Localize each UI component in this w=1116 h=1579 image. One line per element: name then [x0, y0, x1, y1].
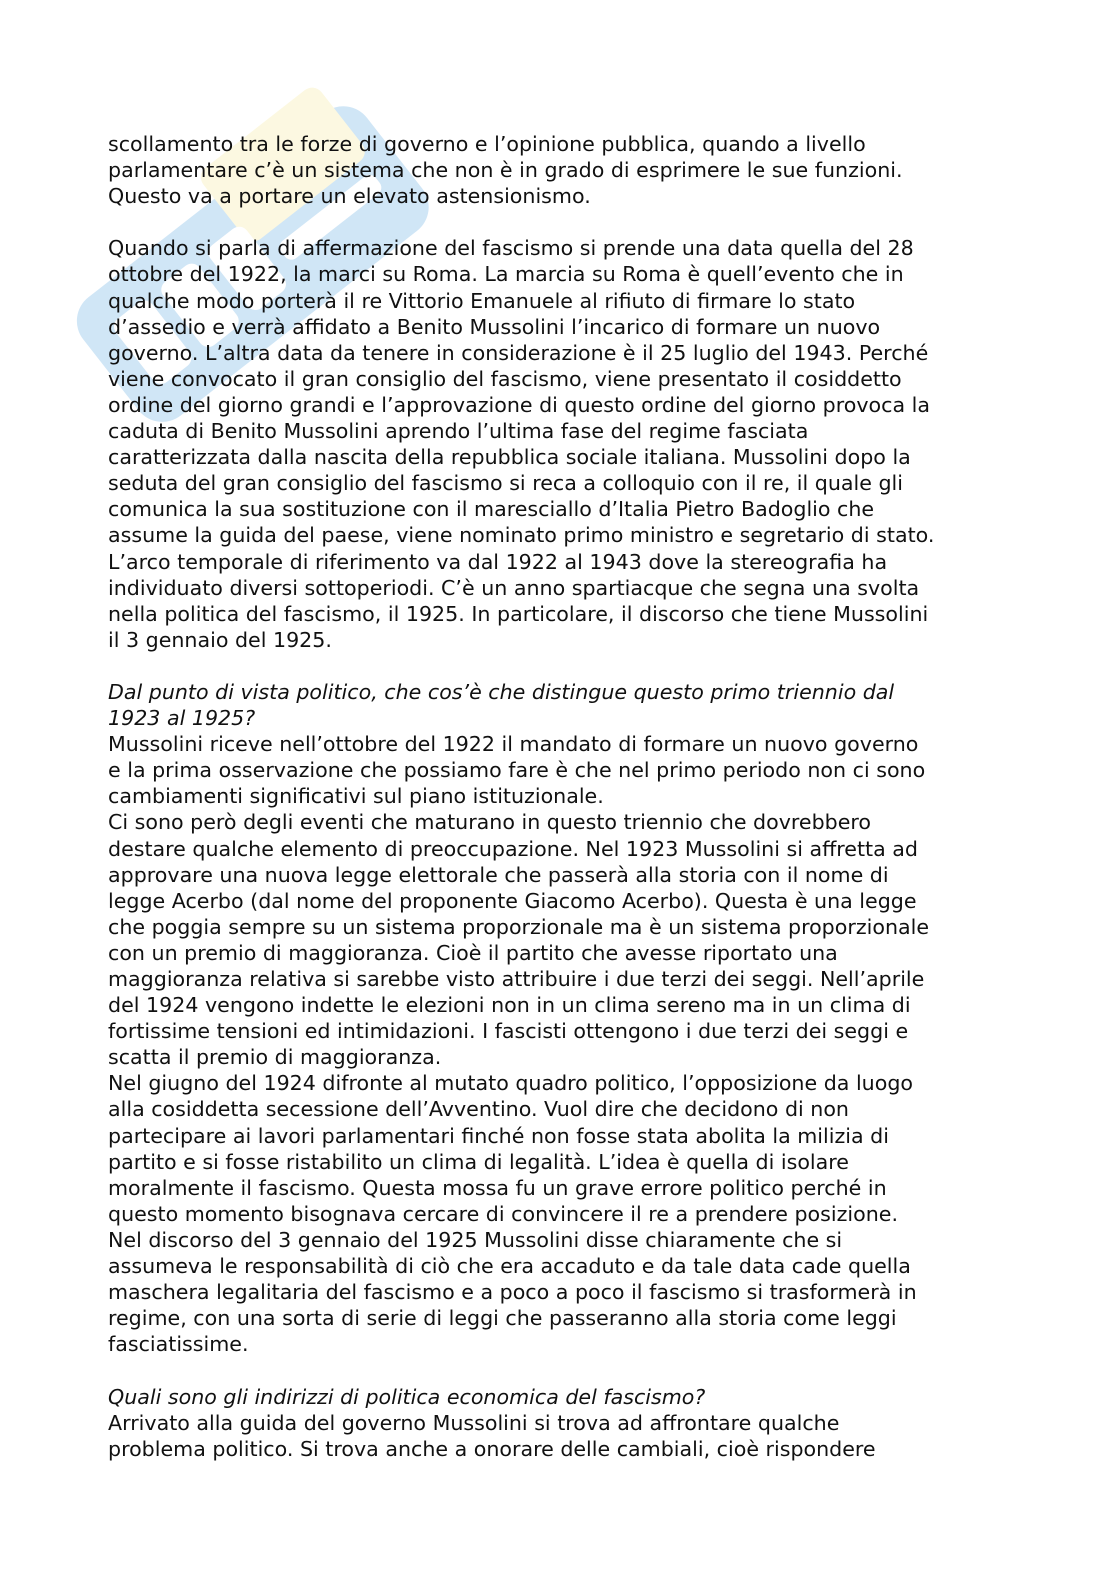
question-heading: Dal punto di vista politico, che cos’è che distingue questo primo triennio dal 1923 al 1925?: [108, 679, 895, 731]
paragraph: Quando si parla di affermazione del fascismo si prende una data quella del 28 ottobre del 1922, la marci su Roma. La marcia su Roma è quell’evento che in qualche modo porterà il re Vittorio Emanuele al rifiuto di firmare lo stato d’assedio e verrà affidato a Benito Mussolini l’incarico di formare un nuovo governo. L’altra data da tenere in considerazione è il 25 luglio del 1943. Perché viene convocato il gran consiglio del fascismo, viene presentato il cosiddetto ordine del giorno grandi e l’approvazione di questo ordine del giorno provoca la caduta di Benito Mussolini aprendo l’ultima fase del regime fasciata caratterizzata dalla nascita della repubblica sociale italiana. Mussolini dopo la seduta del gran consiglio del fascismo si reca a colloquio con il re, il quale gli comunica la sua sostituzione con il maresciallo d’Italia Pietro Badoglio che assume la guida del paese, viene nominato primo ministro e segretario di stato. L’arco temporale di riferimento va dal 1922 al 1943 dove la stereografia ha individuato diversi sottoperiodi. C’è un anno spartiacque che segna una svolta nella politica del fascismo, il 1925. In particolare, il discorso che tiene Mussolini il 3 gennaio del 1925.: [108, 236, 935, 652]
document-body: [108, 131, 1018, 1462]
paragraph: Ci sono però degli eventi che maturano in questo triennio che dovrebbero destare qualche elemento di preoccupazione. Nel 1923 Mussolini si affretta ad approvare una nuova legge elettorale che passerà alla storia con il nome di legge Acerbo (dal nome del proponente Giacomo Acerbo). Questa è una legge che poggia sempre su un sistema proporzionale ma è un sistema proporzionale con un premio di maggioranza. Cioè il partito che avesse riportato una maggioranza relativa si sarebbe visto attribuire i due terzi dei seggi. Nell’aprile del 1924 vengono indette le elezioni non in un clima sereno ma in un clima di fortissime tensioni ed intimidazioni. I fascisti ottengono i due terzi dei seggi e scatta il premio di maggioranza.: [108, 810, 930, 1070]
paragraph-gap: [108, 209, 1018, 235]
paragraph-gap: [108, 653, 1018, 679]
paragraph: Nel giugno del 1924 difronte al mutato quadro politico, l’opposizione da luogo alla cosiddetta secessione dell’Avventino. Vuol dire che decidono di non partecipare ai lavori parlamentari finché non fosse stata abolita la milizia di partito e si fosse ristabilito un clima di legalità. L’idea è quella di isolare moralmente il fascismo. Questa mossa fu un grave errore politico perché in questo momento bisognava cercare di convincere il re a prendere posizione. Nel discorso del 3 gennaio del 1925 Mussolini disse chiaramente che si assumeva le responsabilità di ciò che era accaduto e da tale data cade quella maschera legalitaria del fascismo e a poco a poco il fascismo si trasformerà in regime, con una sorta di serie di leggi che passeranno alla storia come leggi fasciatissime.: [108, 1071, 917, 1357]
paragraph: Mussolini riceve nell’ottobre del 1922 il mandato di formare un nuovo governo e la prima osservazione che possiamo fare è che nel primo periodo non ci sono cambiamenti significativi sul piano istituzionale.: [108, 732, 926, 809]
paragraph-gap: [108, 1357, 1018, 1383]
question-heading: Quali sono gli indirizzi di politica economica del fascismo?: [108, 1384, 706, 1409]
paragraph: scollamento tra le forze di governo e l’opinione pubblica, quando a livello parlamentare c’è un sistema che non è in grado di esprimere le sue funzioni. Questo va a portare un elevato astensionismo.: [108, 132, 903, 209]
paragraph: Arrivato alla guida del governo Mussolini si trova ad affrontare qualche problema politico. Si trova anche a onorare delle cambiali, cioè rispondere: [108, 1410, 876, 1461]
